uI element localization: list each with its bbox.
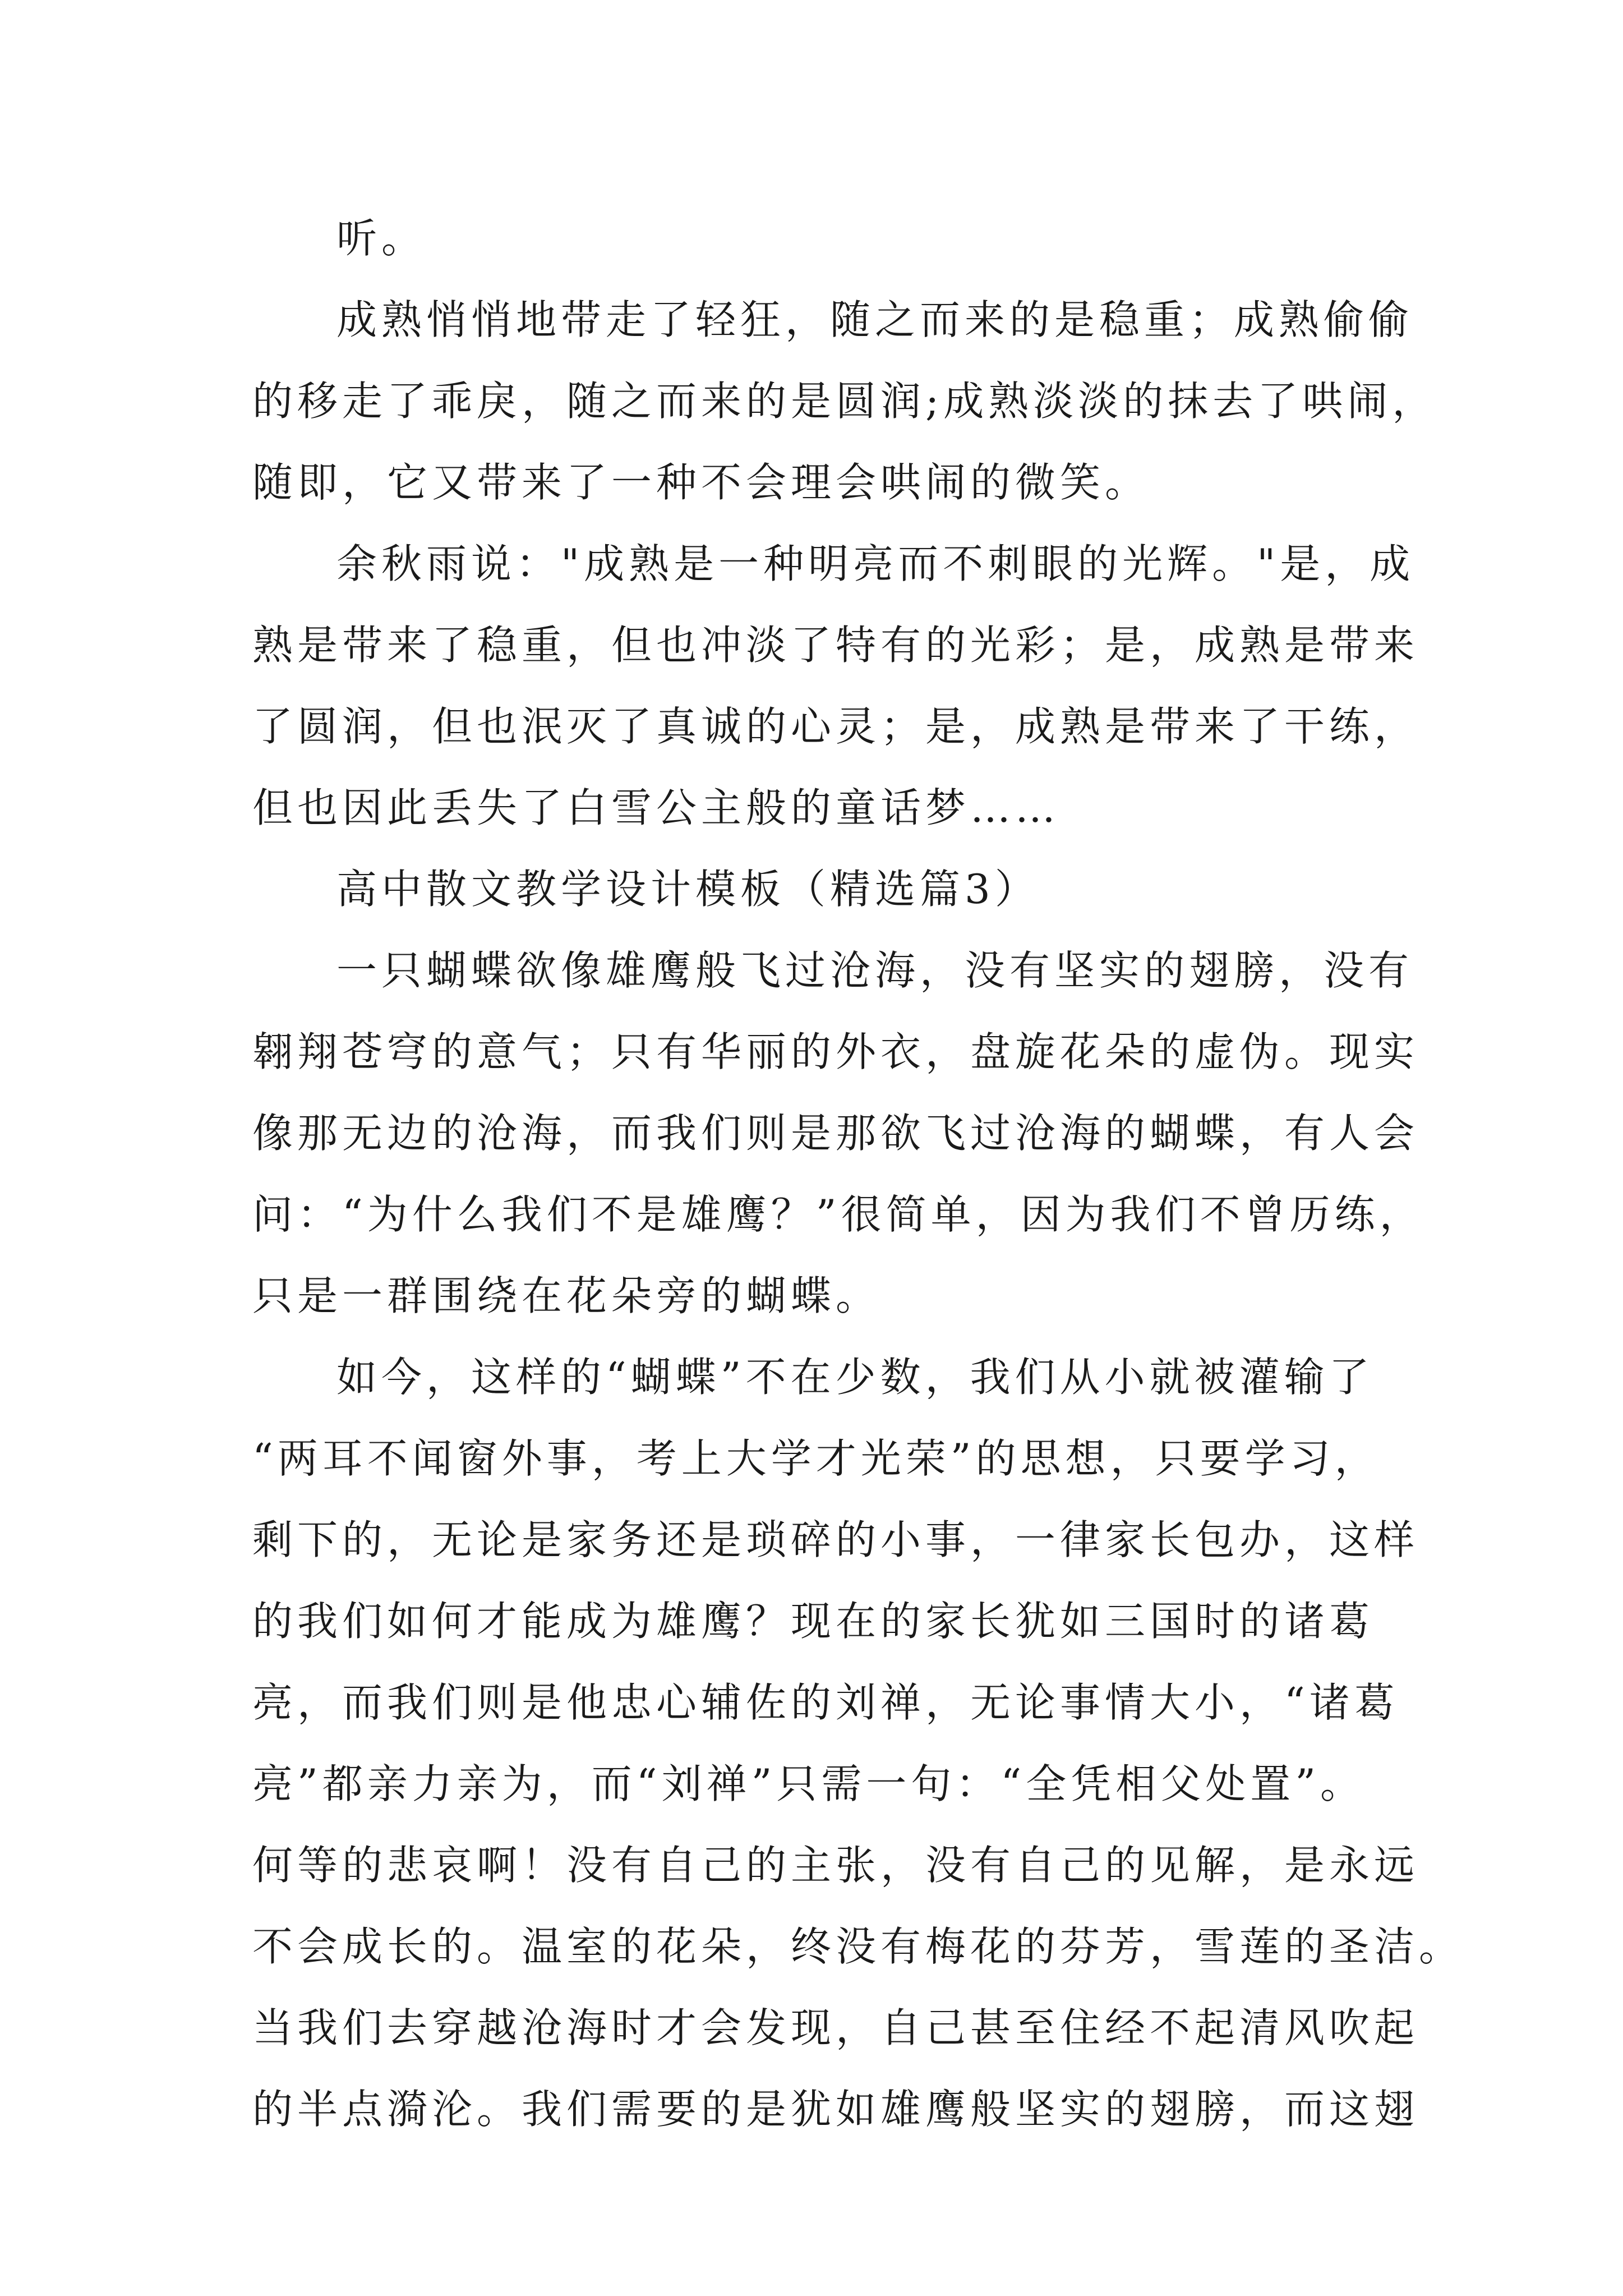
text-line: 像那无边的沧海，而我们则是那欲飞过沧海的蝴蝶，有人会 <box>252 1110 1419 1157</box>
text-line: 随即，它又带来了一种不会理会哄闹的微笑。 <box>252 459 1150 506</box>
text-line: “两耳不闻窗外事，考上大学才光荣”的思想，只要学习， <box>252 1435 1380 1482</box>
text-line: 的我们如何才能成为雄鹰？现在的家长犹如三国时的诸葛 <box>252 1598 1375 1645</box>
text-line: 的移走了乖戾，随之而来的是圆润;成熟淡淡的抹去了哄闹， <box>252 378 1437 425</box>
text-line: 亮”都亲力亲为，而“刘禅”只需一句：“全凭相父处置”。 <box>252 1760 1366 1807</box>
text-line: 何等的悲哀啊！没有自己的主张，没有自己的见解，是永远 <box>252 1842 1419 1889</box>
text-line: 听。 <box>336 215 427 262</box>
text-line: 只是一群围绕在花朵旁的蝴蝶。 <box>252 1272 881 1319</box>
text-line: 当我们去穿越沧海时才会发现，自己甚至住经不起清风吹起 <box>252 2004 1419 2051</box>
section-heading: 高中散文教学设计模板（精选篇3） <box>336 866 1040 913</box>
text-line: 不会成长的。温室的花朵，终没有梅花的芬芳，雪莲的圣洁。 <box>252 1923 1464 1970</box>
paragraph-start-line: 成熟悄悄地带走了轻狂，随之而来的是稳重；成熟偷偷 <box>336 296 1414 343</box>
text-line: 熟是带来了稳重，但也冲淡了特有的光彩；是，成熟是带来 <box>252 622 1419 669</box>
text-line: 问：“为什么我们不是雄鹰？”很简单，因为我们不曾历练， <box>252 1191 1424 1238</box>
text-line: 的半点漪沦。我们需要的是犹如雄鹰般坚实的翅膀，而这翅 <box>252 2086 1419 2133</box>
paragraph-start-line: 如今，这样的“蝴蝶”不在少数，我们从小就被灌输了 <box>336 1354 1374 1401</box>
paragraph-start-line: 一只蝴蝶欲像雄鹰般飞过沧海，没有坚实的翅膀，没有 <box>336 947 1414 994</box>
text-line: 亮，而我们则是他忠心辅佐的刘禅，无论事情大小，“诸葛 <box>252 1679 1399 1726</box>
text-line: 了圆润，但也泯灭了真诚的心灵；是，成熟是带来了干练， <box>252 703 1419 750</box>
paragraph-start-line: 余秋雨说："成熟是一种明亮而不刺眼的光辉。"是，成 <box>336 540 1415 587</box>
text-line: 剩下的，无论是家务还是琐碎的小事，一律家长包办，这样 <box>252 1516 1419 1563</box>
text-line: 但也因此丢失了白雪公主般的童话梦…… <box>252 784 1061 831</box>
text-line: 翱翔苍穹的意气；只有华丽的外衣，盘旋花朵的虚伪。现实 <box>252 1028 1419 1075</box>
